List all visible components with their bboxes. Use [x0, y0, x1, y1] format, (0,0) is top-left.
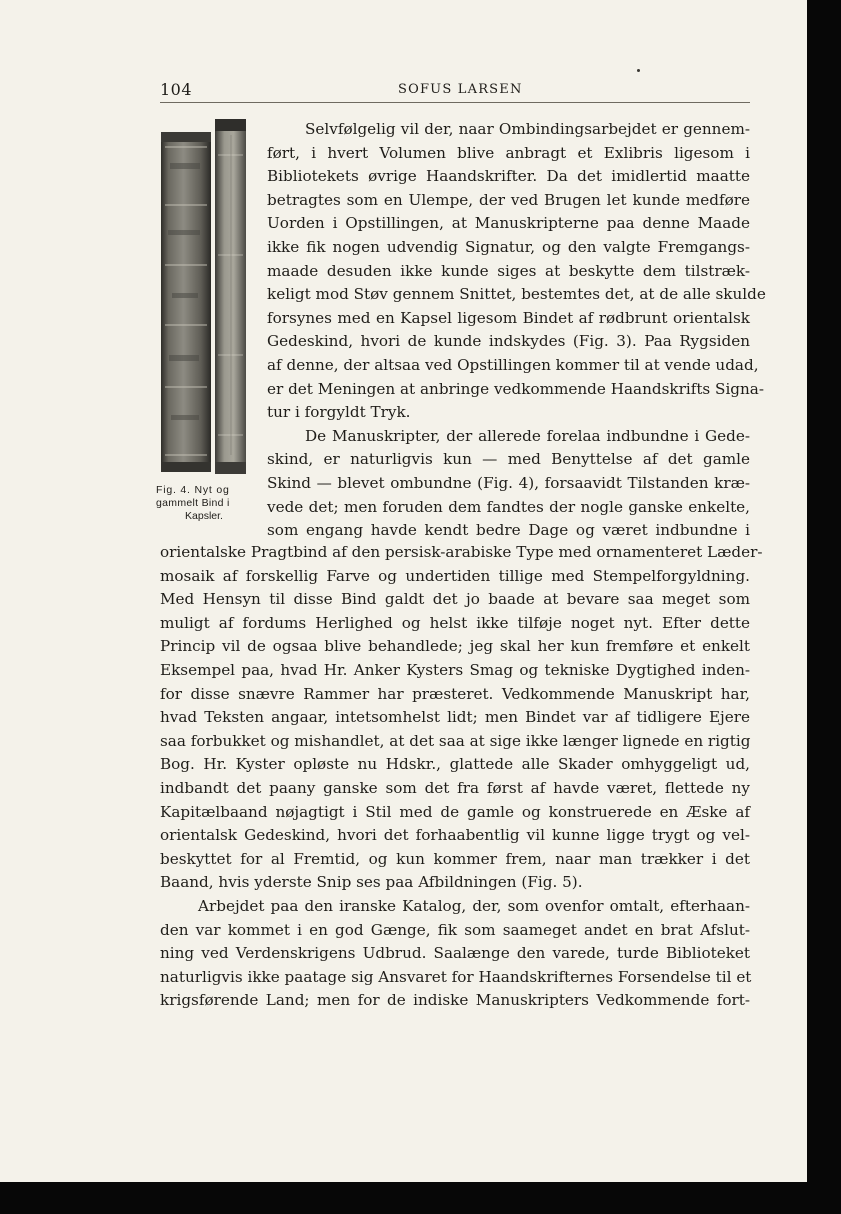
text-line: ikke fik nogen udvendig Signatur, og den valgte Fremgangs-	[267, 237, 750, 256]
text-line: tur i forgyldt Tryk.	[267, 403, 411, 422]
text-line: Eksempel paa, hvad Hr. Anker Kysters Smag og tekniske Dygtighed inden-	[160, 660, 750, 679]
text-line: orientalske Pragtbind af den persisk-arabiske Type med ornamenteret Læder-	[160, 543, 763, 561]
page-number: 104	[160, 80, 193, 99]
text-line: vede det; men foruden dem fandtes der nogle ganske enkelte,	[267, 497, 750, 516]
text-line: indbandt det paany ganske som det fra først af havde været, flettede ny	[160, 778, 750, 797]
text-line: forsynes med en Kapsel ligesom Bindet af rødbrunt orientalsk	[267, 308, 750, 327]
text-line: for disse snævre Rammer har præsteret. Vedkommende Manuskript har,	[160, 684, 750, 703]
scan-border-right	[807, 0, 841, 1214]
text-line: Kapitælbaand nøjagtigt i Stil med de gamle og konstruerede en Æske af	[160, 802, 750, 821]
text-line: den var kommet i en god Gænge, fik som saameget andet en brat Afslut-	[160, 920, 750, 939]
text-line: keligt mod Støv gennem Snittet, bestemtes det, at de alle skulde	[267, 285, 766, 304]
text-line: De Manuskripter, der allerede forelaa indbundne i Gede-	[305, 426, 750, 445]
text-line: ning ved Verdenskrigens Udbrud. Saalænge den varede, turde Biblioteket	[160, 944, 750, 963]
text-line: er det Meningen at anbringe vedkommende Haandskrifts Signa-	[267, 379, 764, 398]
text-line: ført, i hvert Volumen blive anbragt et Exlibris ligesom i	[267, 143, 750, 162]
book-spines-icon	[158, 115, 252, 485]
text-line: mosaik af forskellig Farve og undertiden tillige med Stempelforgyldning.	[160, 566, 750, 585]
text-line: skind, er naturligvis kun — med Benyttelse af det gamle	[267, 450, 750, 469]
caption-line: gammelt Bind i	[156, 497, 230, 509]
text-line: hvad Teksten angaar, intetsomhelst lidt; men Bindet var af tidligere Ejere	[160, 708, 750, 727]
text-line: Arbejdet paa den iranske Katalog, der, som ovenfor omtalt, efterhaan-	[198, 896, 750, 915]
text-line: Selvfølgelig vil der, naar Ombindingsarbejdet er gennem-	[305, 120, 750, 138]
text-line: Med Hensyn til disse Bind galdt det jo baade at bevare saa meget som	[160, 590, 750, 609]
scan-border-bottom	[0, 1182, 841, 1214]
text-line: Princip vil de ogsaa blive behandlede; jeg skal her kun fremføre et enkelt	[160, 637, 750, 656]
text-line: som engang havde kendt bedre Dage og været indbundne i	[267, 521, 750, 540]
text-line: Bog. Hr. Kyster opløste nu Hdskr., glattede alle Skader omhyggeligt ud,	[160, 755, 750, 774]
caption-line: Kapsler.	[185, 510, 223, 522]
page-header	[160, 80, 750, 103]
text-line: naturligvis ikke paatage sig Ansvaret for Haandskrifternes Forsendelse til et	[160, 967, 752, 986]
body-text-column	[267, 118, 766, 543]
text-line: saa forbukket og mishandlet, at det saa at sige ikke længer lignede en rigtig	[160, 731, 751, 750]
capsule-spine	[215, 119, 246, 474]
text-line: Skind — blevet ombundne (Fig. 4), forsaavidt Tilstanden kræ-	[267, 473, 750, 492]
figure-book-spines	[158, 115, 252, 485]
caption-line: Fig. 4. Nyt og	[156, 484, 230, 496]
text-line: beskyttet for al Fremtid, og kun kommer frem, naar man trækker i det	[160, 849, 750, 868]
body-text-full-width	[160, 541, 763, 1013]
text-line: orientalsk Gedeskind, hvori det forhaabentlig vil kunne ligge trygt og vel-	[160, 826, 750, 845]
text-line: krigsførende Land; men for de indiske Manuskripters Vedkommende fort-	[160, 991, 750, 1010]
text-line: Bibliotekets øvrige Haandskrifter. Da det imidlertid maatte	[267, 167, 750, 186]
figure-caption	[156, 484, 252, 523]
text-line: af denne, der altsaa ved Opstillingen kommer til at vende udad,	[267, 355, 759, 374]
text-line: maade desuden ikke kunde siges at beskytte dem tilstræk-	[267, 261, 750, 280]
old-binding-spine	[161, 132, 211, 472]
text-line: Gedeskind, hvori de kunde indskydes (Fig. 3). Paa Rygsiden	[267, 332, 750, 351]
print-speck	[637, 69, 640, 72]
running-title: SOFUS LARSEN	[398, 82, 523, 97]
text-line: muligt af fordums Herlighed og helst ikke tilføje noget nyt. Efter dette	[160, 613, 750, 632]
text-line: Baand, hvis yderste Snip ses paa Afbildningen (Fig. 5).	[160, 873, 583, 892]
text-line: Uorden i Opstillingen, at Manuskripterne paa denne Maade	[267, 214, 750, 233]
text-line: betragtes som en Ulempe, der ved Brugen let kunde medføre	[267, 190, 750, 209]
